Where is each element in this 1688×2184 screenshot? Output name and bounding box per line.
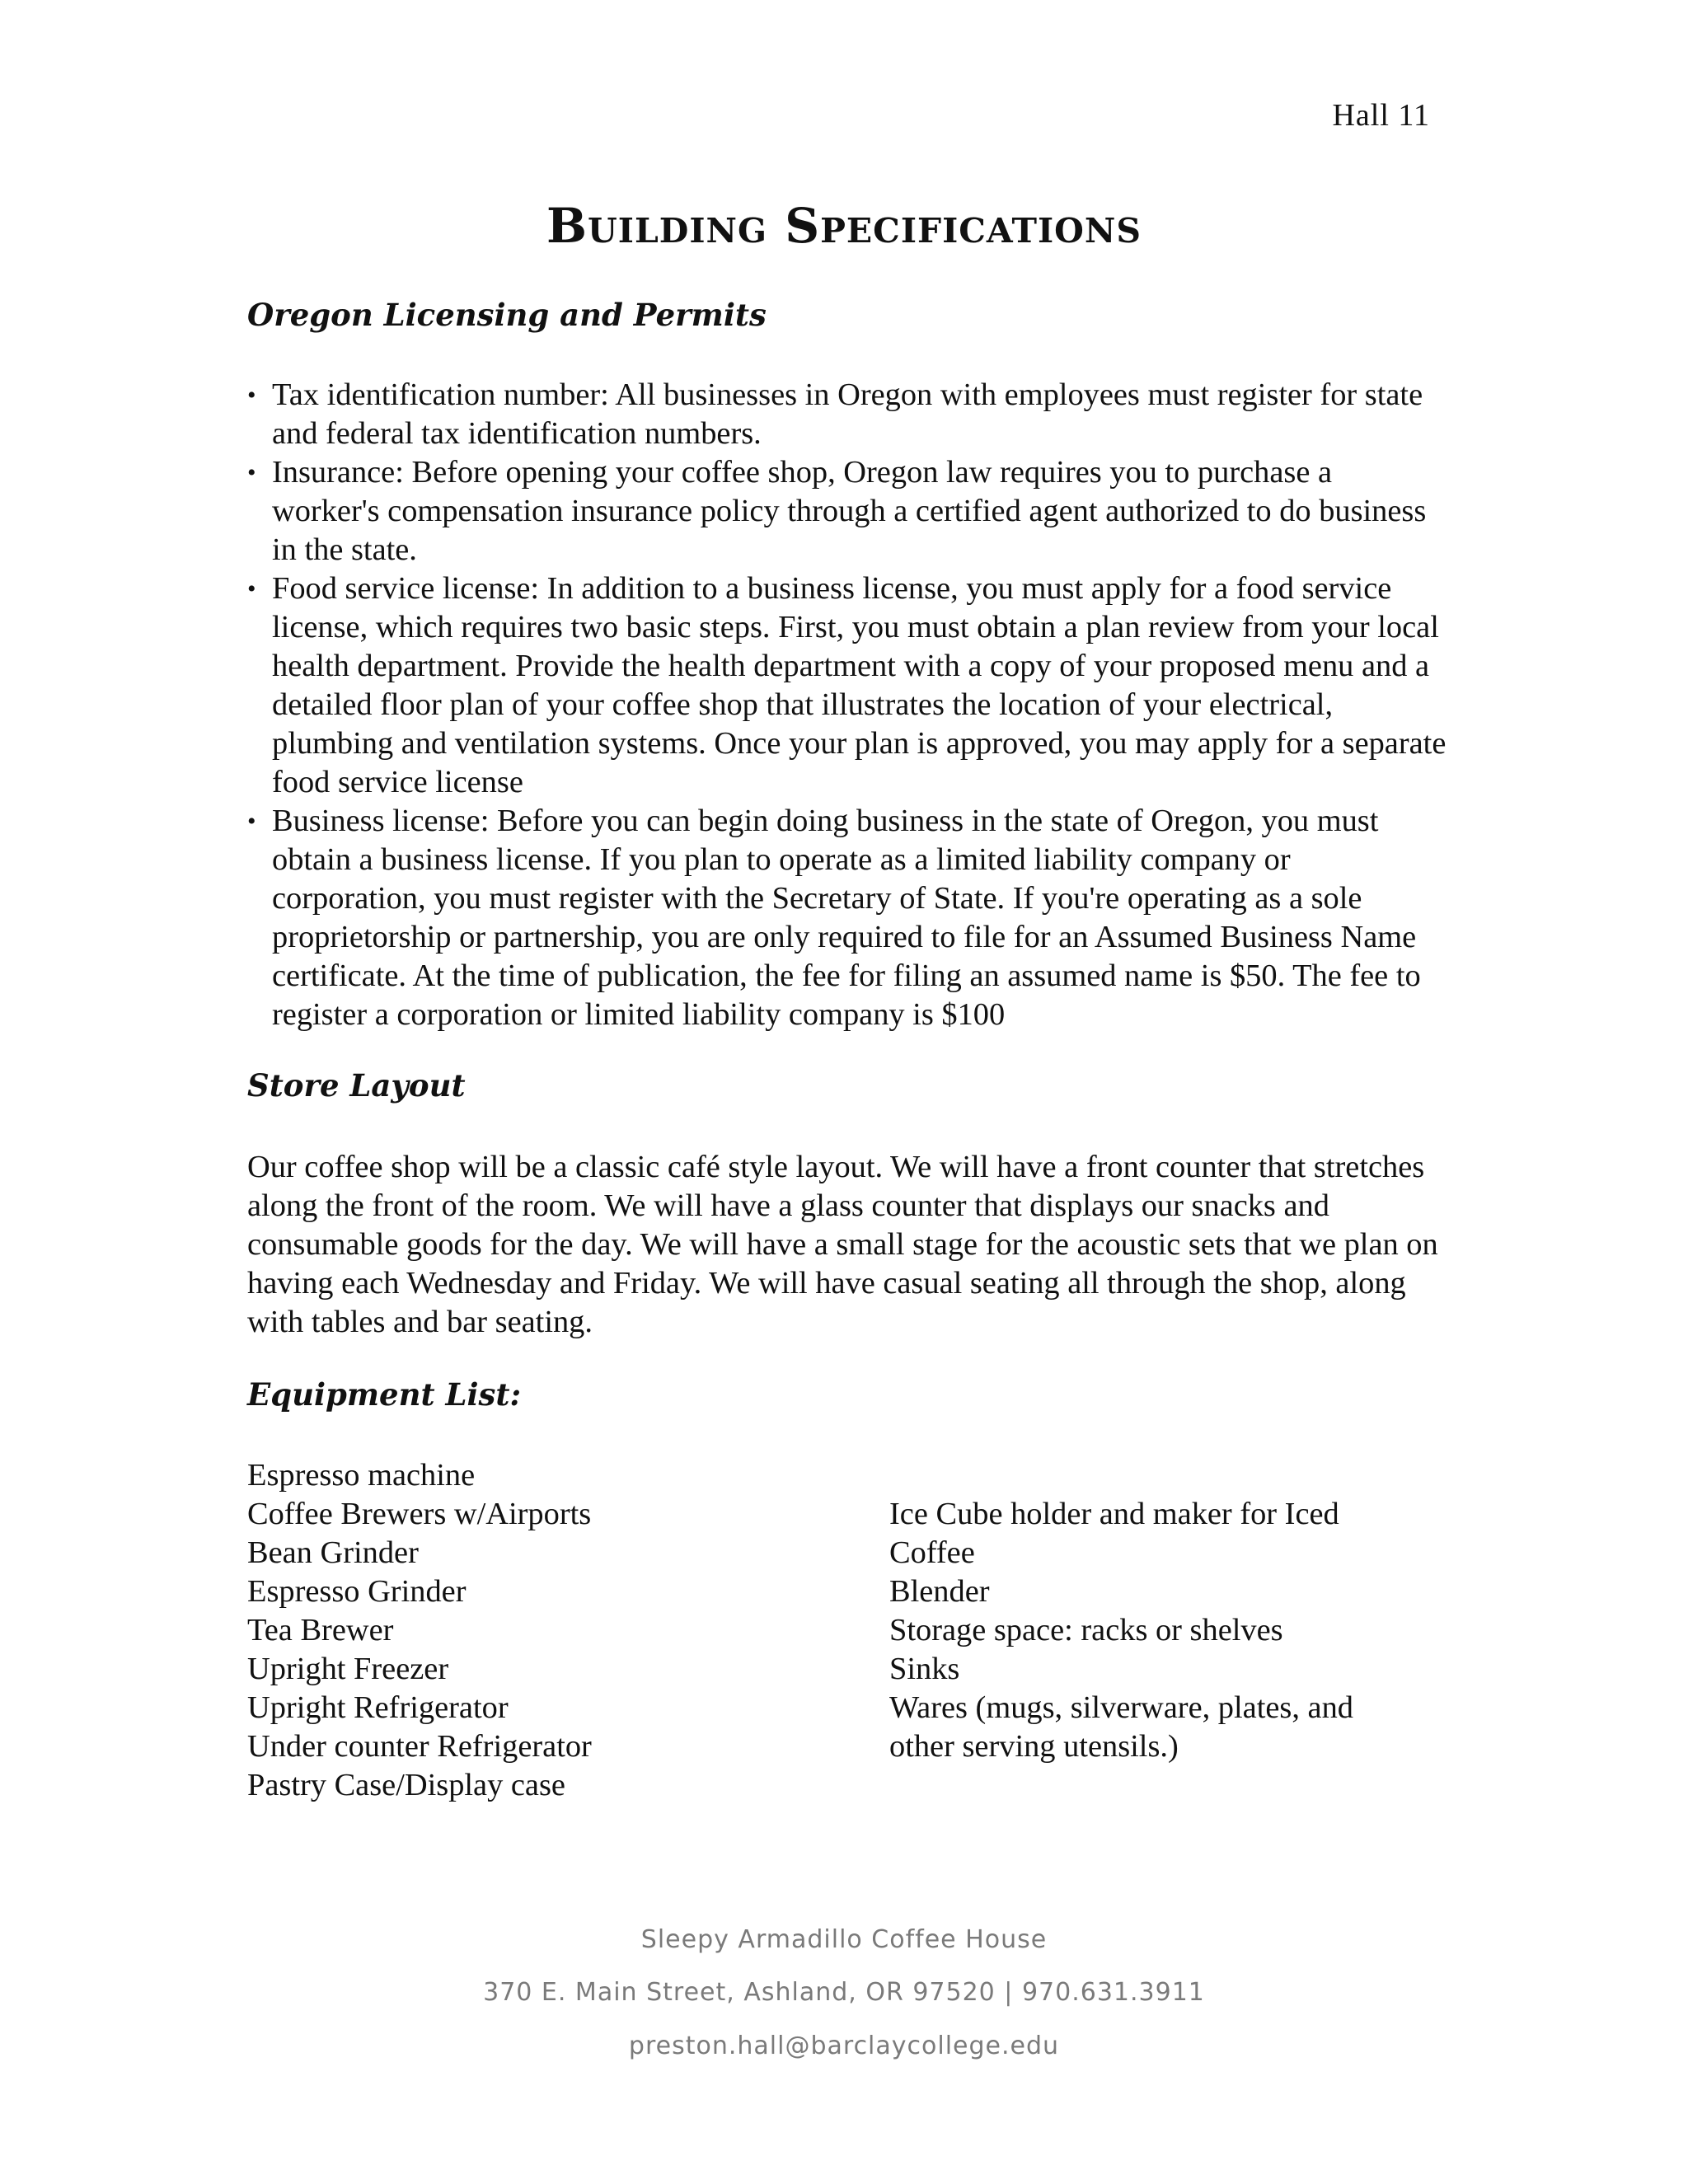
list-item: Coffee Brewers w/Airports bbox=[247, 1497, 592, 1531]
list-item: Under counter Refrigerator bbox=[247, 1729, 592, 1764]
footer-email: preston.hall@barclaycollege.edu bbox=[628, 2032, 1060, 2060]
list-item: Upright Refrigerator bbox=[247, 1690, 509, 1725]
list-item-insurance: • Insurance: Before opening your coffee shop, Oregon law requires you to purchase a worker's compensation insurance policy through a certified agent authorized to do business in the state. bbox=[247, 453, 1447, 569]
list-item: Bean Grinder bbox=[247, 1535, 419, 1570]
section-heading-licensing: Oregon Licensing and Permits bbox=[247, 297, 767, 333]
page-title: Building Specifications bbox=[546, 198, 1142, 254]
list-item-tax-id: • Tax identification number: All businesses in Oregon with employees must register for state and federal tax identification numbers. bbox=[247, 376, 1447, 453]
equipment-list-left bbox=[247, 1456, 857, 1805]
list-item: Sinks bbox=[889, 1652, 960, 1686]
page-header: Hall 11 bbox=[1332, 98, 1430, 133]
list-item-food-service: • Food service license: In addition to a business license, you must apply for a food service license, which requires two basic steps. First, you must obtain a plan review from your local health department. Provide the health department with a copy of your proposed menu and a detailed floor plan of your coffee shop that illustrates the location of your electrical, plumbing and ventilation systems. Once your plan is approved, you may apply for a separate food service license bbox=[247, 569, 1447, 802]
list-item: Tea Brewer bbox=[247, 1613, 394, 1647]
list-item: Espresso Grinder bbox=[247, 1574, 467, 1609]
list-item: Blender bbox=[889, 1574, 990, 1609]
licensing-bullet-list bbox=[247, 376, 1447, 1034]
footer-address: 370 E. Main Street, Ashland, OR 97520 | 970.631.3911 bbox=[483, 1978, 1205, 2007]
list-item: Ice Cube holder and maker for Iced Coffee bbox=[889, 1497, 1339, 1570]
list-item: Wares (mugs, silverware, plates, and other serving utensils.) bbox=[889, 1690, 1353, 1764]
list-item: Upright Freezer bbox=[247, 1652, 449, 1686]
section-heading-store-layout: Store Layout bbox=[247, 1067, 466, 1104]
list-item: Storage space: racks or shelves bbox=[889, 1613, 1283, 1647]
list-item: Espresso machine bbox=[247, 1458, 476, 1493]
store-layout-paragraph: Our coffee shop will be a classic café style layout. We will have a front counter that stretches along the front of the room. We will have a glass counter that displays our snacks and consumable goods for the day. We will have a small stage for the acoustic sets that we plan on having each Wednesday and Friday. We will have casual seating all through the shop, along with tables and bar seating. bbox=[247, 1150, 1438, 1339]
list-item-business-license: • Business license: Before you can begin doing business in the state of Oregon, you must obtain a business license. If you plan to operate as a limited liability company or corporation, you must register with the Secretary of State. If you're operating as a sole proprietorship or partnership, you are only required to file for an Assumed Business Name certificate. At the time of publication, the fee for filing an assumed name is $50. The fee to register a corporation or limited liability company is $100 bbox=[247, 802, 1447, 1034]
equipment-list-right bbox=[889, 1495, 1417, 1766]
footer-business-name: Sleepy Armadillo Coffee House bbox=[640, 1925, 1048, 1954]
list-item: Pastry Case/Display case bbox=[247, 1768, 565, 1802]
section-heading-equipment: Equipment List: bbox=[247, 1376, 522, 1413]
